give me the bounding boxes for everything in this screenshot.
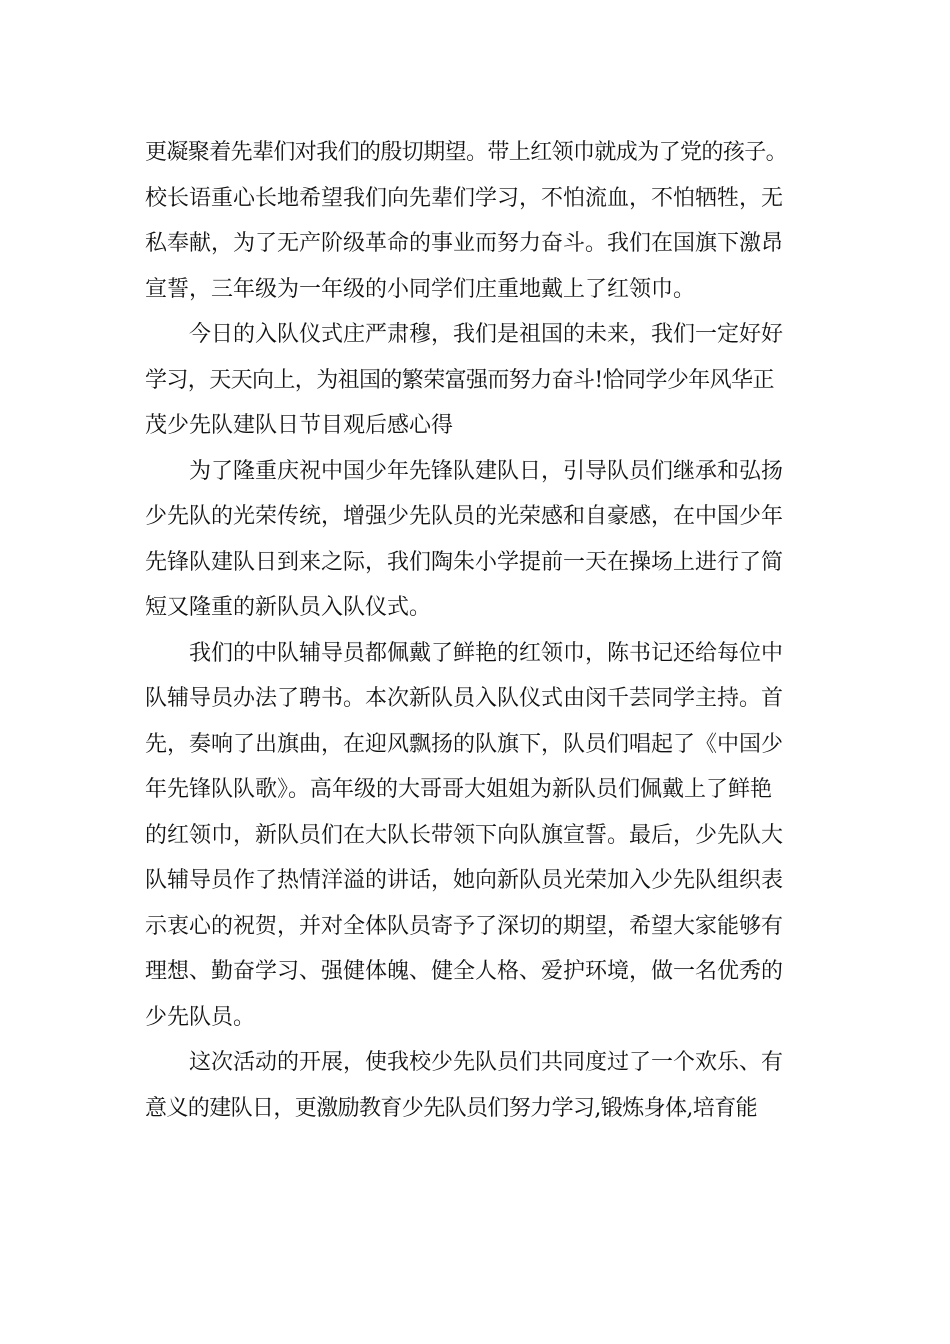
text-line: 校长语重心长地希望我们向先辈们学习，不怕流血，不怕牺牲，无	[145, 185, 784, 211]
text-line: 年先锋队队歌》。高年级的大哥哥大姐姐为新队员们佩戴上了鲜艳	[145, 777, 773, 802]
document-body	[145, 130, 815, 1131]
text-line: 少先队员。	[145, 1004, 256, 1030]
text-line: 少先队的光荣传统，增强少先队员的光荣感和自豪感，在中国少年	[145, 504, 784, 529]
text-line: 这次活动的开展，使我校少先队员们共同度过了一个欢乐、有	[189, 1050, 784, 1075]
text-line: 为了隆重庆祝中国少年先锋队建队日，引导队员们继承和弘扬	[189, 458, 784, 484]
text-line: 队辅导员作了热情洋溢的讲话，她向新队员光荣加入少先队组织表	[145, 868, 784, 893]
text-line: 我们的中队辅导员都佩戴了鲜艳的红领巾，陈书记还给每位中	[189, 640, 784, 666]
text-line: 意义的建队日，更激励教育少先队员们努力学习,锻炼身体,培育能	[145, 1095, 757, 1121]
text-line: 今日的入队仪式庄严肃穆，我们是祖国的未来，我们一定好好	[189, 322, 784, 347]
text-line: 茂少先队建队日节目观后感心得	[145, 413, 454, 438]
text-line: 更凝聚着先辈们对我们的殷切期望。带上红领巾就成为了党的孩子。	[145, 140, 788, 165]
text-line: 宣誓，三年级为一年级的小同学们庄重地戴上了红领巾。	[145, 276, 696, 302]
text-line: 短又隆重的新队员入队仪式。	[145, 595, 432, 620]
text-line: 的红领巾，新队员们在大队长带领下向队旗宣誓。最后，少先队大	[145, 822, 784, 848]
text-line: 学习，天天向上，为祖国的繁荣富强而努力奋斗!恰同学少年风华正	[145, 367, 774, 393]
text-line: 队辅导员办法了聘书。本次新队员入队仪式由闵千芸同学主持。首	[145, 686, 784, 711]
text-line: 先锋队建队日到来之际，我们陶朱小学提前一天在操场上进行了简	[145, 549, 784, 575]
text-line: 示衷心的祝贺，并对全体队员寄予了深切的期望，希望大家能够有	[145, 913, 784, 939]
text-line: 理想、勤奋学习、强健体魄、健全人格、爱护环境，做一名优秀的	[145, 959, 784, 984]
text-line: 私奉献，为了无产阶级革命的事业而努力奋斗。我们在国旗下激昂	[145, 231, 784, 256]
text-line: 先，奏响了出旗曲，在迎风飘扬的队旗下，队员们唱起了《中国少	[145, 731, 784, 757]
